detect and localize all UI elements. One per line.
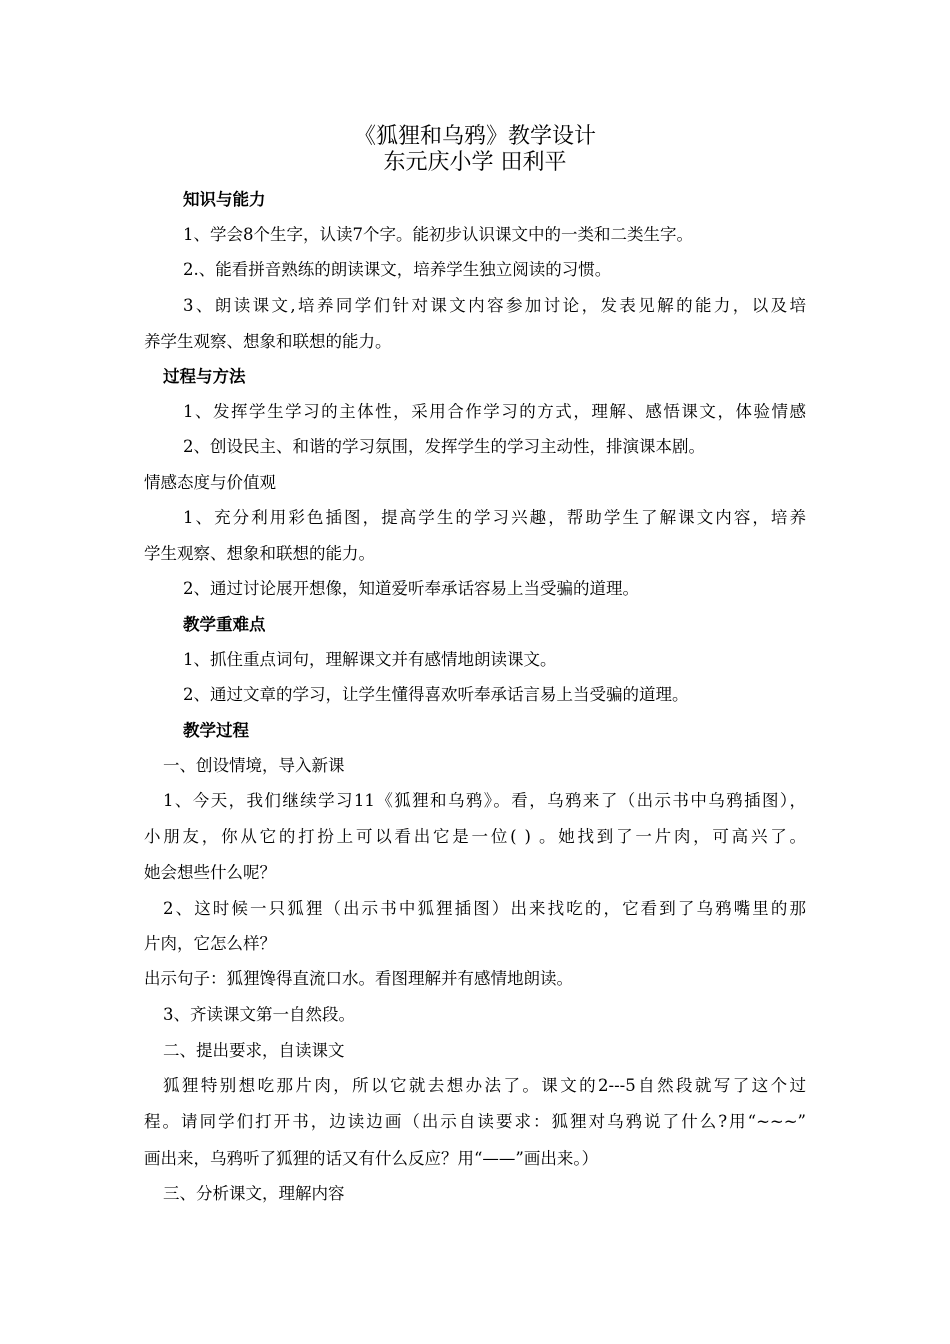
paragraph-line: 1、学会8个生字，认读7个字。能初步认识课文中的一类和二类生字。	[183, 225, 693, 244]
paragraph-line: 2、通过文章的学习，让学生懂得喜欢听奉承话言易上当受骗的道理。	[183, 685, 689, 704]
document-author: 东元庆小学 田利平	[383, 150, 567, 175]
paragraph-line: 1、发挥学生学习的主体性，采用合作学习的方式，理解、感悟课文，体验情感	[183, 402, 806, 421]
paragraph-line: 养学生观察、想象和联想的能力。	[144, 332, 392, 351]
heading-teaching-process: 教学过程	[183, 721, 249, 740]
heading-process-method: 过程与方法	[163, 367, 246, 386]
paragraph-line: 1、充分利用彩色插图，提高学生的学习兴趣，帮助学生了解课文内容，培养	[183, 508, 806, 527]
paragraph-line: 她会想些什么呢？	[144, 863, 276, 882]
heading-knowledge-ability: 知识与能力	[183, 190, 266, 209]
paragraph-line: 程。请同学们打开书，边读边画（出示自读要求：狐狸对乌鸦说了什么?用“~~~”	[144, 1112, 806, 1131]
paragraph-line: 狐狸特别想吃那片肉，所以它就去想办法了。课文的2---5自然段就写了这个过	[163, 1076, 806, 1095]
paragraph-line: 片肉，它怎么样？	[144, 934, 276, 953]
section-heading: 二、提出要求，自读课文	[163, 1041, 345, 1060]
paragraph-line: 2.、能看拼音熟练的朗读课文，培养学生独立阅读的习惯。	[183, 260, 612, 279]
paragraph-line: 学生观察、想象和联想的能力。	[144, 544, 375, 563]
section-heading: 三、分析课文，理解内容	[163, 1184, 345, 1203]
paragraph-line: 2、通过讨论展开想像，知道爱听奉承话容易上当受骗的道理。	[183, 579, 639, 598]
paragraph-line: 2、这时候一只狐狸（出示书中狐狸插图）出来找吃的，它看到了乌鸦嘴里的那	[163, 899, 806, 918]
paragraph-line: 画出来，乌鸦听了狐狸的话又有什么反应？用“——”画出来。）	[144, 1149, 599, 1168]
paragraph-line: 3、齐读课文第一自然段。	[163, 1005, 355, 1024]
paragraph-line: 1、抓住重点词句，理解课文并有感情地朗读课文。	[183, 650, 557, 669]
section-heading: 一、创设情境，导入新课	[163, 756, 345, 775]
paragraph-line: 小朋友，你从它的打扮上可以看出它是一位( ) 。她找到了一片肉，可高兴了。	[144, 827, 806, 846]
paragraph-line: 出示句子：狐狸馋得直流口水。看图理解并有感情地朗读。	[144, 969, 573, 988]
heading-emotion-values: 情感态度与价值观	[144, 473, 276, 492]
heading-key-points: 教学重难点	[183, 615, 266, 634]
document-title: 《狐狸和乌鸦》教学设计	[353, 124, 596, 149]
paragraph-line: 1、今天，我们继续学习11《狐狸和乌鸦》。看，乌鸦来了（出示书中乌鸦插图），	[163, 791, 806, 810]
paragraph-line: 2、创设民主、和谐的学习氛围，发挥学生的学习主动性，排演课本剧。	[183, 437, 705, 456]
paragraph-line: 3、朗读课文,培养同学们针对课文内容参加讨论，发表见解的能力，以及培	[183, 296, 806, 315]
